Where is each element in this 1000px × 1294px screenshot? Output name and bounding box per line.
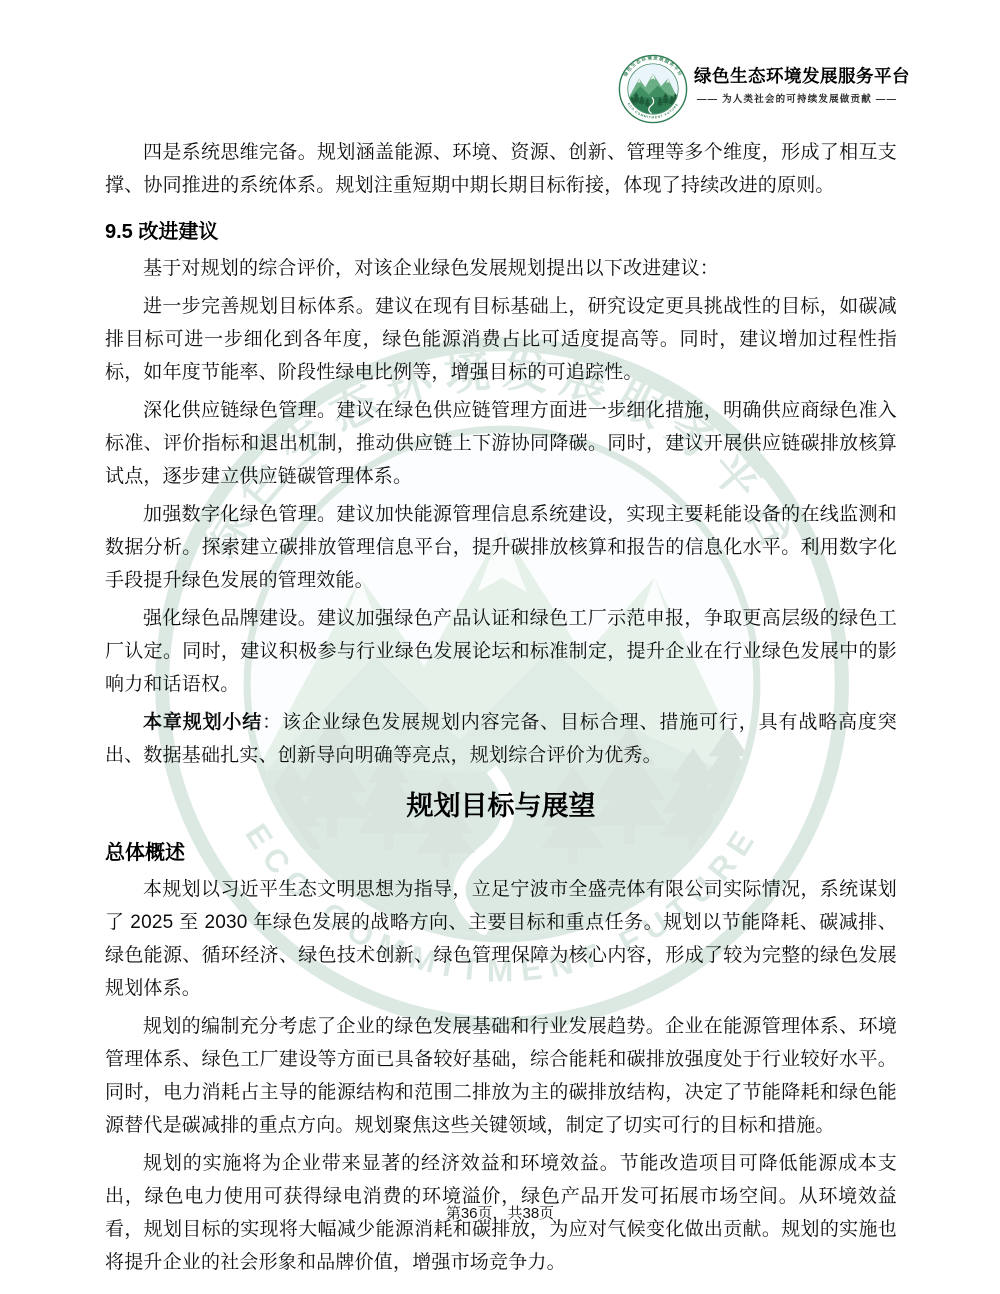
brand-tagline: —— 为人类社会的可持续发展做贡献 —— — [696, 94, 898, 105]
paragraph-digital-management: 加强数字化绿色管理。建议加快能源管理信息系统建设，实现主要耗能设备的在线监测和数据分析。探索建立碳排放管理信息平台，提升碳排放核算和报告的信息化水平。利用数字化手段提升绿色发展的管理效能。 — [105, 504, 897, 591]
page-number: 第36页，共38页 — [445, 1205, 555, 1222]
paragraph-supply-chain: 深化供应链绿色管理。建议在绿色供应链管理方面进一步细化措施，明确供应商绿色准入标准、评价指标和退出机制，推动供应链上下游协同降碳。同时，建议开展供应链碳排放核算试点，逐步建立供应链碳管理体系。 — [105, 400, 897, 487]
chapter-summary-label: 本章规划小结 — [143, 712, 263, 733]
page-footer — [0, 1202, 1000, 1223]
paragraph-overview-2: 规划的编制充分考虑了企业的绿色发展基础和行业发展趋势。企业在能源管理体系、环境管理体系、绿色工厂建设等方面已具备较好基础，综合能耗和碳排放强度处于行业较好水平。同时，电力消耗占主导的能源结构和范围二排放为主的碳排放结构，决定了节能降耗和绿色能源替代是碳减排的重点方向。规划聚焦这些关键领域，制定了切实可行的目标和措施。 — [105, 1016, 897, 1136]
platform-logo-icon — [618, 54, 688, 124]
heading-overall-overview: 总体概述 — [105, 842, 185, 864]
paragraph-suggestion-intro: 基于对规划的综合评价，对该企业绿色发展规划提出以下改进建议： — [143, 258, 720, 279]
page-header — [0, 0, 1000, 128]
paragraph-overview-3: 规划的实施将为企业带来显著的经济效益和环境效益。节能改造项目可降低能源成本支出，绿色电力使用可获得绿电消费的环境溢价，绿色产品开发可拓展市场空间。从环境效益看，规划目标的实现将大幅减少能源消耗和碳排放，为应对气候变化做出贡献。规划的实施也将提升企业的社会形象和品牌价值，增强市场竞争力。 — [105, 1153, 897, 1273]
document-body — [105, 131, 897, 1284]
brand-title: 绿色生态环境发展服务平台 — [694, 66, 910, 86]
paragraph-goal-system: 进一步完善规划目标体系。建议在现有目标基础上，研究设定更具挑战性的目标，如碳减排目标可进一步细化到各年度，绿色能源消费占比可适度提高等。同时，建议增加过程性指标，如年度节能率、阶段性绿电比例等，增强目标的可追踪性。 — [105, 296, 897, 383]
platform-logo — [618, 54, 688, 124]
paragraph-chapter-summary — [105, 706, 897, 772]
chapter-summary-text: ：该企业绿色发展规划内容完备、目标合理、措施可行，具有战略高度突出、数据基础扎实、创新导向明确等亮点，规划综合评价为优秀。 — [105, 712, 897, 766]
heading-9-5-improvement: 9.5 改进建议 — [105, 221, 219, 243]
paragraph-system-thinking: 四是系统思维完备。规划涵盖能源、环境、资源、创新、管理等多个维度，形成了相互支撑、协同推进的系统体系。规划注重短期中期长期目标衔接，体现了持续改进的原则。 — [105, 142, 897, 196]
brand-block — [694, 64, 910, 105]
paragraph-overview-1: 本规划以习近平生态文明思想为指导，立足宁波市全盛壳体有限公司实际情况，系统谋划了 2025 至 2030 年绿色发展的战略方向、主要目标和重点任务。规划以节能降耗、碳减排、绿色能源、循环经济、绿色技术创新、绿色管理保障为核心内容，形成了较为完整的绿色发展规划体系。 — [105, 879, 897, 999]
heading-chapter-goals-outlook: 规划目标与展望 — [406, 791, 596, 821]
paragraph-green-brand: 强化绿色品牌建设。建议加强绿色产品认证和绿色工厂示范申报，争取更高层级的绿色工厂认定。同时，建议积极参与行业绿色发展论坛和标准制定，提升企业在行业绿色发展中的影响力和话语权。 — [105, 608, 897, 695]
